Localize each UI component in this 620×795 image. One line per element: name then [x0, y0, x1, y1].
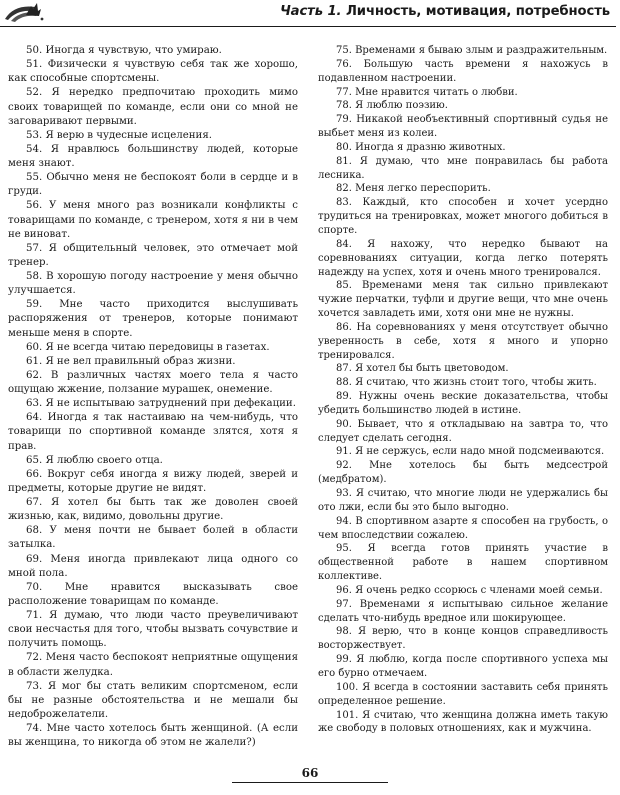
questionnaire-item: 74. Мне часто хотелось быть женщиной. (А если вы женщина, то никогда об этом не жалели?)	[8, 723, 298, 749]
questionnaire-item: 59. Мне часто приходится выслушивать распоряжения от тренеров, которые понимают меньше меня в спорте.	[8, 299, 298, 339]
questionnaire-item: 99. Я люблю, когда после спортивного успеха мы его бурно отмечаем.	[318, 654, 608, 679]
questionnaire-item: 72. Меня часто беспокоят неприятные ощущения в области желудка.	[8, 652, 298, 678]
questionnaire-item: 76. Большую часть времени я нахожусь в подавленном настроении.	[318, 58, 608, 84]
questionnaire-item: 91. Я не сержусь, если надо мной подсмеиваются.	[336, 446, 605, 458]
questionnaire-item: 82. Меня легко переспорить.	[336, 183, 491, 195]
questionnaire-item: 54. Я нравлюсь большинству людей, которые меня знают.	[8, 143, 298, 169]
questionnaire-item: 58. В хорошую погоду настроение у меня обычно улучшается.	[8, 271, 298, 297]
questionnaire-item: 65. Я люблю своего отца.	[26, 454, 163, 466]
questionnaire-item: 57. Я общительный человек, это отмечает мой тренер.	[8, 242, 298, 268]
questionnaire-item: 95. Я всегда готов принять участие в общественной работе в нашем спортивном коллективе.	[318, 543, 608, 583]
questionnaire-item: 100. Я всегда в состоянии заставить себя принять определенное решение.	[318, 681, 608, 707]
questionnaire-item: 52. Я нередко предпочитаю проходить мимо своих товарищей по команде, если они со мной не заговаривают первыми.	[8, 87, 298, 127]
questionnaire-item: 55. Обычно меня не беспокоят боли в сердце и в груди.	[8, 172, 298, 198]
questionnaire-item: 51. Физически я чувствую себя так же хорошо, как способные спортсмены.	[8, 59, 298, 85]
page-number: 66	[301, 766, 319, 780]
questionnaire-item: 64. Иногда я так настаиваю на чем-нибудь, что товарищи по спортивной команде злятся, хотя я прав.	[8, 412, 298, 452]
questionnaire-item: 80. Иногда я дразню животных.	[336, 141, 506, 153]
questionnaire-item: 50. Иногда я чувствую, что умираю.	[26, 45, 222, 56]
questionnaire-item: 85. Временами меня так сильно привлекают чужие перчатки, туфли и другие вещи, что мне очень хочется завладеть ими, хотя они мне не нужны.	[318, 280, 608, 320]
questionnaire-item: 73. Я мог бы стать великим спортсменом, если бы не разные обстоятельства и не мешали бы недоброжелатели.	[8, 680, 298, 720]
running-header	[0, 0, 620, 32]
questionnaire-item: 62. В различных частях моего тела я часто ощущаю жжение, ползание мурашек, онемение.	[8, 369, 298, 395]
questionnaire-item: 87. Я хотел бы быть цветоводом.	[336, 363, 509, 375]
footer-divider	[232, 782, 388, 783]
questionnaire-item: 66. Вокруг себя иногда я вижу людей, зверей и предметы, которые другие не видят.	[8, 468, 298, 494]
questionnaire-item: 96. Я очень редко ссорюсь с членами моей семьи.	[336, 584, 603, 596]
questionnaire-item: 61. Я не вел правильный образ жизни.	[26, 355, 236, 367]
questionnaire-item: 88. Я считаю, что жизнь стоит того, чтобы жить.	[336, 377, 597, 389]
questionnaire-item: 78. Я люблю поэзию.	[336, 100, 448, 112]
left-column	[8, 44, 298, 750]
questionnaire-item: 79. Никакой необъективный спортивный судья не выбьет меня из колеи.	[318, 114, 608, 140]
questionnaire-item: 97. Временами я испытываю сильное желание сделать что-нибудь вредное или шокирующее.	[318, 598, 608, 624]
questionnaire-item: 94. В спортивном азарте я способен на грубость, о чем впоследствии сожалею.	[318, 515, 608, 541]
questionnaire-item: 98. Я верю, что в конце концов справедливость восторжествует.	[318, 626, 608, 652]
questionnaire-item: 67. Я хотел бы быть так же доволен своей жизнью, как, видимо, довольны другие.	[8, 497, 298, 523]
questionnaire-item: 83. Каждый, кто способен и хочет усердно трудиться на тренировках, может многого добиться в спорте.	[318, 197, 608, 236]
questionnaire-item: 92. Мне хотелось бы быть медсестрой (медбратом).	[318, 460, 608, 486]
questionnaire-item: 63. Я не испытываю затруднений при дефекации.	[26, 398, 296, 410]
questionnaire-item: 60. Я не всегда читаю передовицы в газетах.	[26, 341, 270, 353]
chapter-title: Часть 1. Личность, мотивация, потребность	[280, 4, 610, 19]
right-column	[318, 44, 608, 736]
questionnaire-item: 81. Я думаю, что мне понравилась бы работа лесника.	[318, 155, 608, 181]
questionnaire-item: 56. У меня много раз возникали конфликты с товарищами по команде, с тренером, хотя я ни в чем не виноват.	[8, 200, 298, 240]
questionnaire-item: 89. Нужны очень веские доказательства, чтобы убедить большинство людей в истине.	[318, 391, 608, 416]
questionnaire-item: 77. Мне нравится читать о любви.	[336, 86, 518, 98]
questionnaire-item: 90. Бывает, что я откладываю на завтра то, что следует сделать сегодня.	[318, 418, 608, 444]
publisher-logo-icon	[2, 0, 46, 24]
questionnaire-item: 86. На соревнованиях у меня отсутствует обычно уверенность в себе, хотя я много и упорно тренировался.	[318, 321, 608, 361]
questionnaire-item: 93. Я считаю, что многие люди не удержались бы ото лжи, если бы это было выгодно.	[318, 488, 608, 513]
questionnaire-item: 53. Я верю в чудесные исцеления.	[26, 129, 212, 141]
questionnaire-item: 68. У меня почти не бывает болей в области затылка.	[8, 525, 298, 551]
questionnaire-item: 84. Я нахожу, что нередко бывают на соревнованиях ситуации, когда легко потерять надежду на успех, хотя и очень много тренировался.	[318, 238, 608, 278]
questionnaire-item: 75. Временами я бываю злым и раздражительным.	[336, 45, 608, 56]
questionnaire-item: 70. Мне нравится высказывать свое расположение товарищам по команде.	[8, 581, 298, 607]
questionnaire-item: 101. Я считаю, что женщина должна иметь такую же свободу в половых отношениях, как и мужчина.	[318, 709, 608, 735]
questionnaire-item: 71. Я думаю, что люди часто преувеличивают свои несчастья для того, чтобы вызвать сочувствие и получить помощь.	[8, 610, 298, 650]
questionnaire-item: 69. Меня иногда привлекают лица одного со мной пола.	[8, 553, 298, 579]
header-divider	[0, 26, 616, 27]
